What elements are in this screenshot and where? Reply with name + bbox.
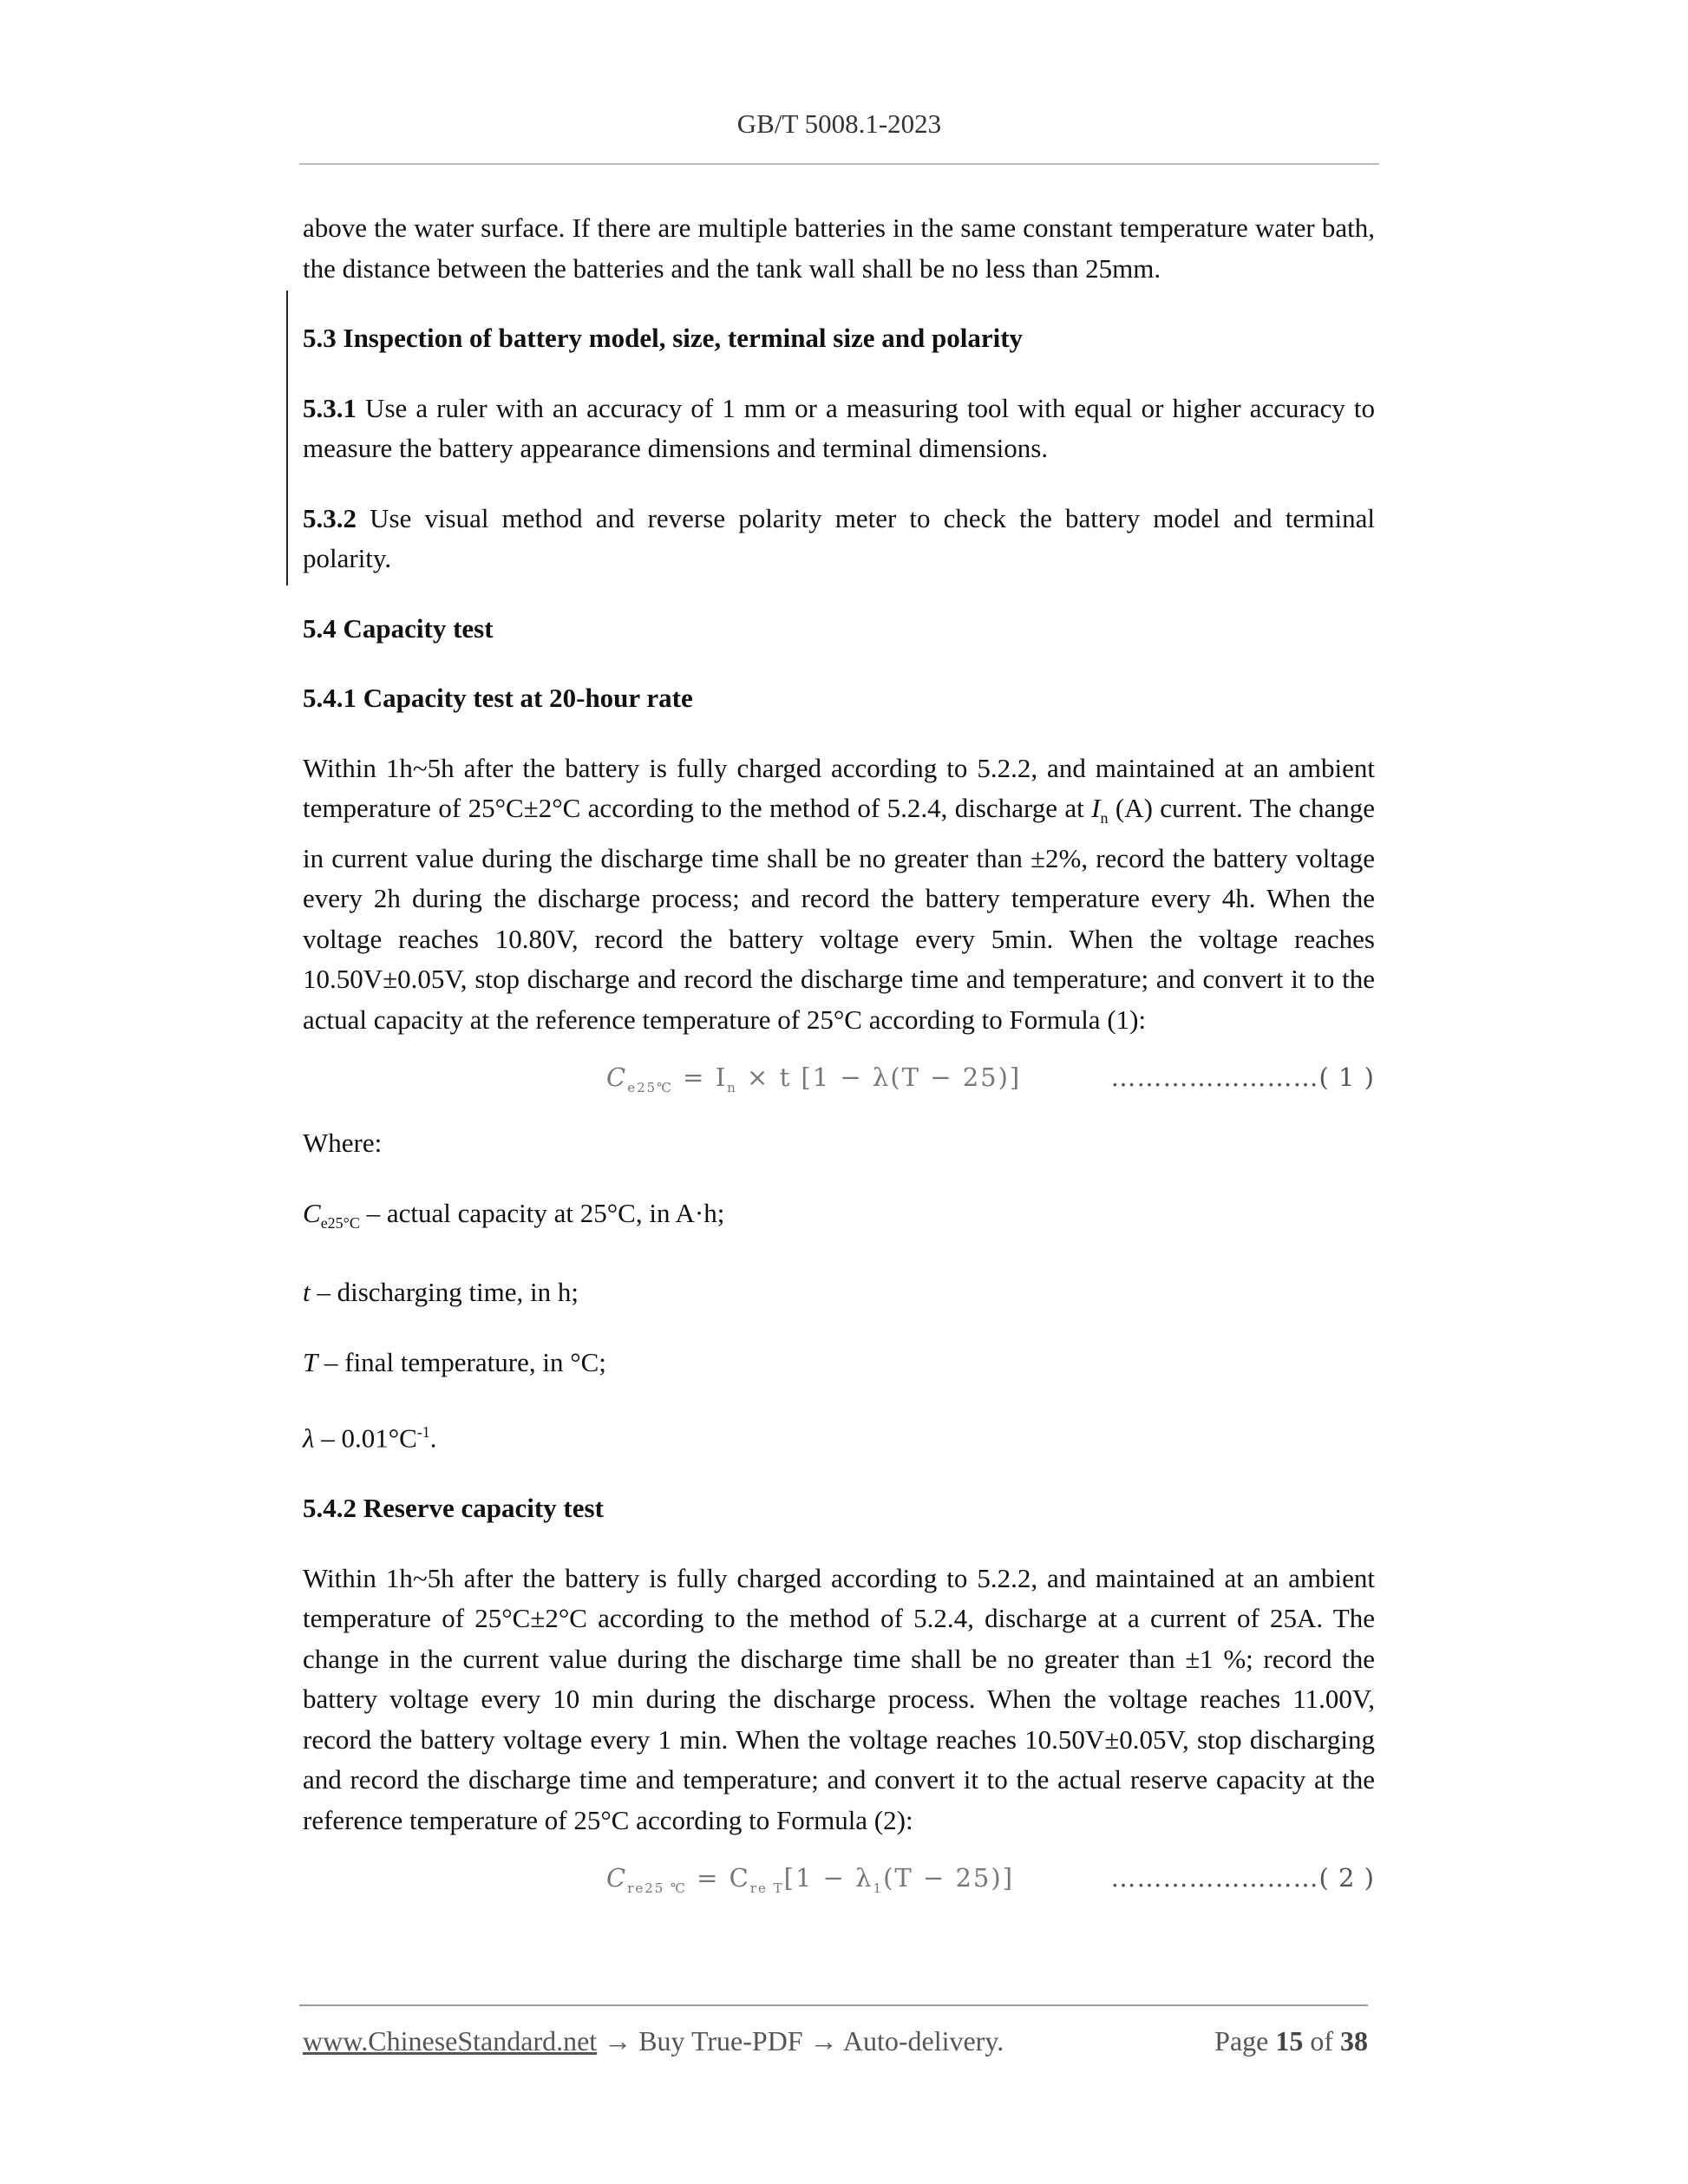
formula-text: [1 − λ (783, 1863, 873, 1893)
clause-5-3-1 (303, 389, 1375, 469)
header-divider (299, 163, 1379, 165)
section-5-4-heading: 5.4 Capacity test (303, 612, 494, 644)
text-run: (A) current. The change in current value during the discharge time shall be no greater than ±2%, record the battery voltage every 2h during the discharge process; and record the battery temperature every 4h. When the voltage reaches 10.80V, record the battery voltage every 5min. When the voltage reaches 10.50V±0.05V, stop discharge and record the discharge time and temperature; and convert it to the actual capacity at the reference temperature of 25°C according to Formula (1): (303, 793, 1375, 1035)
clause-number: 5.3.1 (303, 392, 357, 423)
where-label: Where: (303, 1128, 383, 1159)
definition-lambda (303, 1412, 1375, 1459)
intro-paragraph: above the water surface. If there are multiple batteries in the same constant temperature water bath, the distance between the batteries and the tank wall shall be no less than 25mm. (303, 213, 1375, 284)
page-counter (1214, 2025, 1368, 2057)
section-5-4-2-heading: 5.4.2 Reserve capacity test (303, 1493, 604, 1524)
definition-subscript: e25°C (320, 1213, 360, 1232)
formula-text: × t [1 − λ(T − 25)] (736, 1063, 1022, 1093)
page-number: 15 (1275, 2025, 1304, 2056)
definition-symbol: λ (303, 1422, 315, 1454)
clause-5-3-2 (303, 499, 1375, 579)
formula-1 (303, 1057, 1375, 1101)
website-link[interactable]: www.ChineseStandard.net (303, 2025, 598, 2056)
document-code-header: GB/T 5008.1-2023 (736, 108, 942, 139)
definition-symbol: t (303, 1277, 311, 1308)
formula-text: = I (672, 1063, 728, 1093)
clause-text: Use visual method and reverse polarity meter to check the battery model and terminal polarity. (303, 502, 1375, 573)
formula-2 (303, 1858, 1375, 1901)
clause-number: 5.3.2 (303, 502, 357, 533)
definition-text: – 0.01°C (314, 1422, 417, 1454)
formula-text: = C (686, 1863, 750, 1893)
definition-symbol: T (303, 1346, 318, 1377)
page-body (303, 208, 1375, 1901)
section-5-3-heading: 5.3 Inspection of battery model, size, terminal size and polarity (303, 323, 1024, 353)
definition-text: – final temperature, in °C; (317, 1346, 606, 1377)
formula-1-expression (606, 1057, 1021, 1108)
clause-5-4-2-text: Within 1h~5h after the battery is fully charged according to 5.2.2, and maintained at an ambient temperature of 25°C±2°C according to the method of 5.2.4, discharge at a current of 25A. The change in the current value during the discharge time shall be no greater than ±1 %; record the battery voltage every 10 min during the discharge process. When the voltage reaches 11.00V, record the battery voltage every 1 min. When the voltage reaches 10.50V±0.05V, stop discharging and record the discharge time and temperature; and convert it to the actual reserve capacity at the reference temperature of 25°C according to Formula (2): (303, 1562, 1375, 1835)
formula-subscript: e25℃ (627, 1079, 673, 1095)
definition-text: – actual capacity at 25°C, in A·h; (359, 1197, 725, 1228)
definition-temperature (303, 1343, 1375, 1383)
clause-5-4-1-text (303, 749, 1375, 1041)
formula-symbol: C (606, 1863, 628, 1893)
definition-time (303, 1272, 1375, 1313)
section-5-4-1-heading: 5.4.1 Capacity test at 20-hour rate (303, 683, 693, 713)
definition-symbol: C (303, 1197, 321, 1228)
formula-subscript: 1 (873, 1880, 884, 1896)
page-label: Page (1214, 2025, 1276, 2056)
formula-2-expression (606, 1858, 1014, 1908)
formula-symbol: C (606, 1063, 628, 1093)
text-run: Within 1h~5h after the battery is fully charged according to 5.2.2, and maintained at an ambient temperature of 25°C±2°C according to the method of 5.2.4, discharge at (303, 752, 1375, 823)
formula-text: (T − 25)] (883, 1863, 1015, 1893)
page-total: 38 (1340, 2025, 1368, 2056)
formula-1-number: ……………………( 1 ) (1110, 1063, 1375, 1093)
formula-subscript: n (727, 1079, 737, 1095)
formula-2-number: ……………………( 2 ) (1110, 1863, 1375, 1893)
definition-superscript: -1 (416, 1423, 430, 1442)
revision-change-bar (286, 291, 288, 585)
formula-subscript: re T (749, 1880, 784, 1896)
promo-text: → Buy True-PDF → Auto-delivery. (597, 2025, 1004, 2056)
definition-text: . (429, 1422, 437, 1454)
footer-divider (299, 2004, 1368, 2006)
clause-text: Use a ruler with an accuracy of 1 mm or a measuring tool with equal or higher accuracy to measure the battery appearance dimensions and terminal dimensions. (303, 392, 1375, 463)
of-label: of (1303, 2025, 1340, 2056)
definition-capacity (303, 1193, 1375, 1244)
footer-promo (303, 2025, 1004, 2057)
current-symbol: I (1091, 793, 1101, 823)
formula-subscript: re25 ℃ (627, 1880, 687, 1896)
current-subscript: n (1100, 809, 1109, 827)
definition-text: – discharging time, in h; (310, 1277, 579, 1308)
